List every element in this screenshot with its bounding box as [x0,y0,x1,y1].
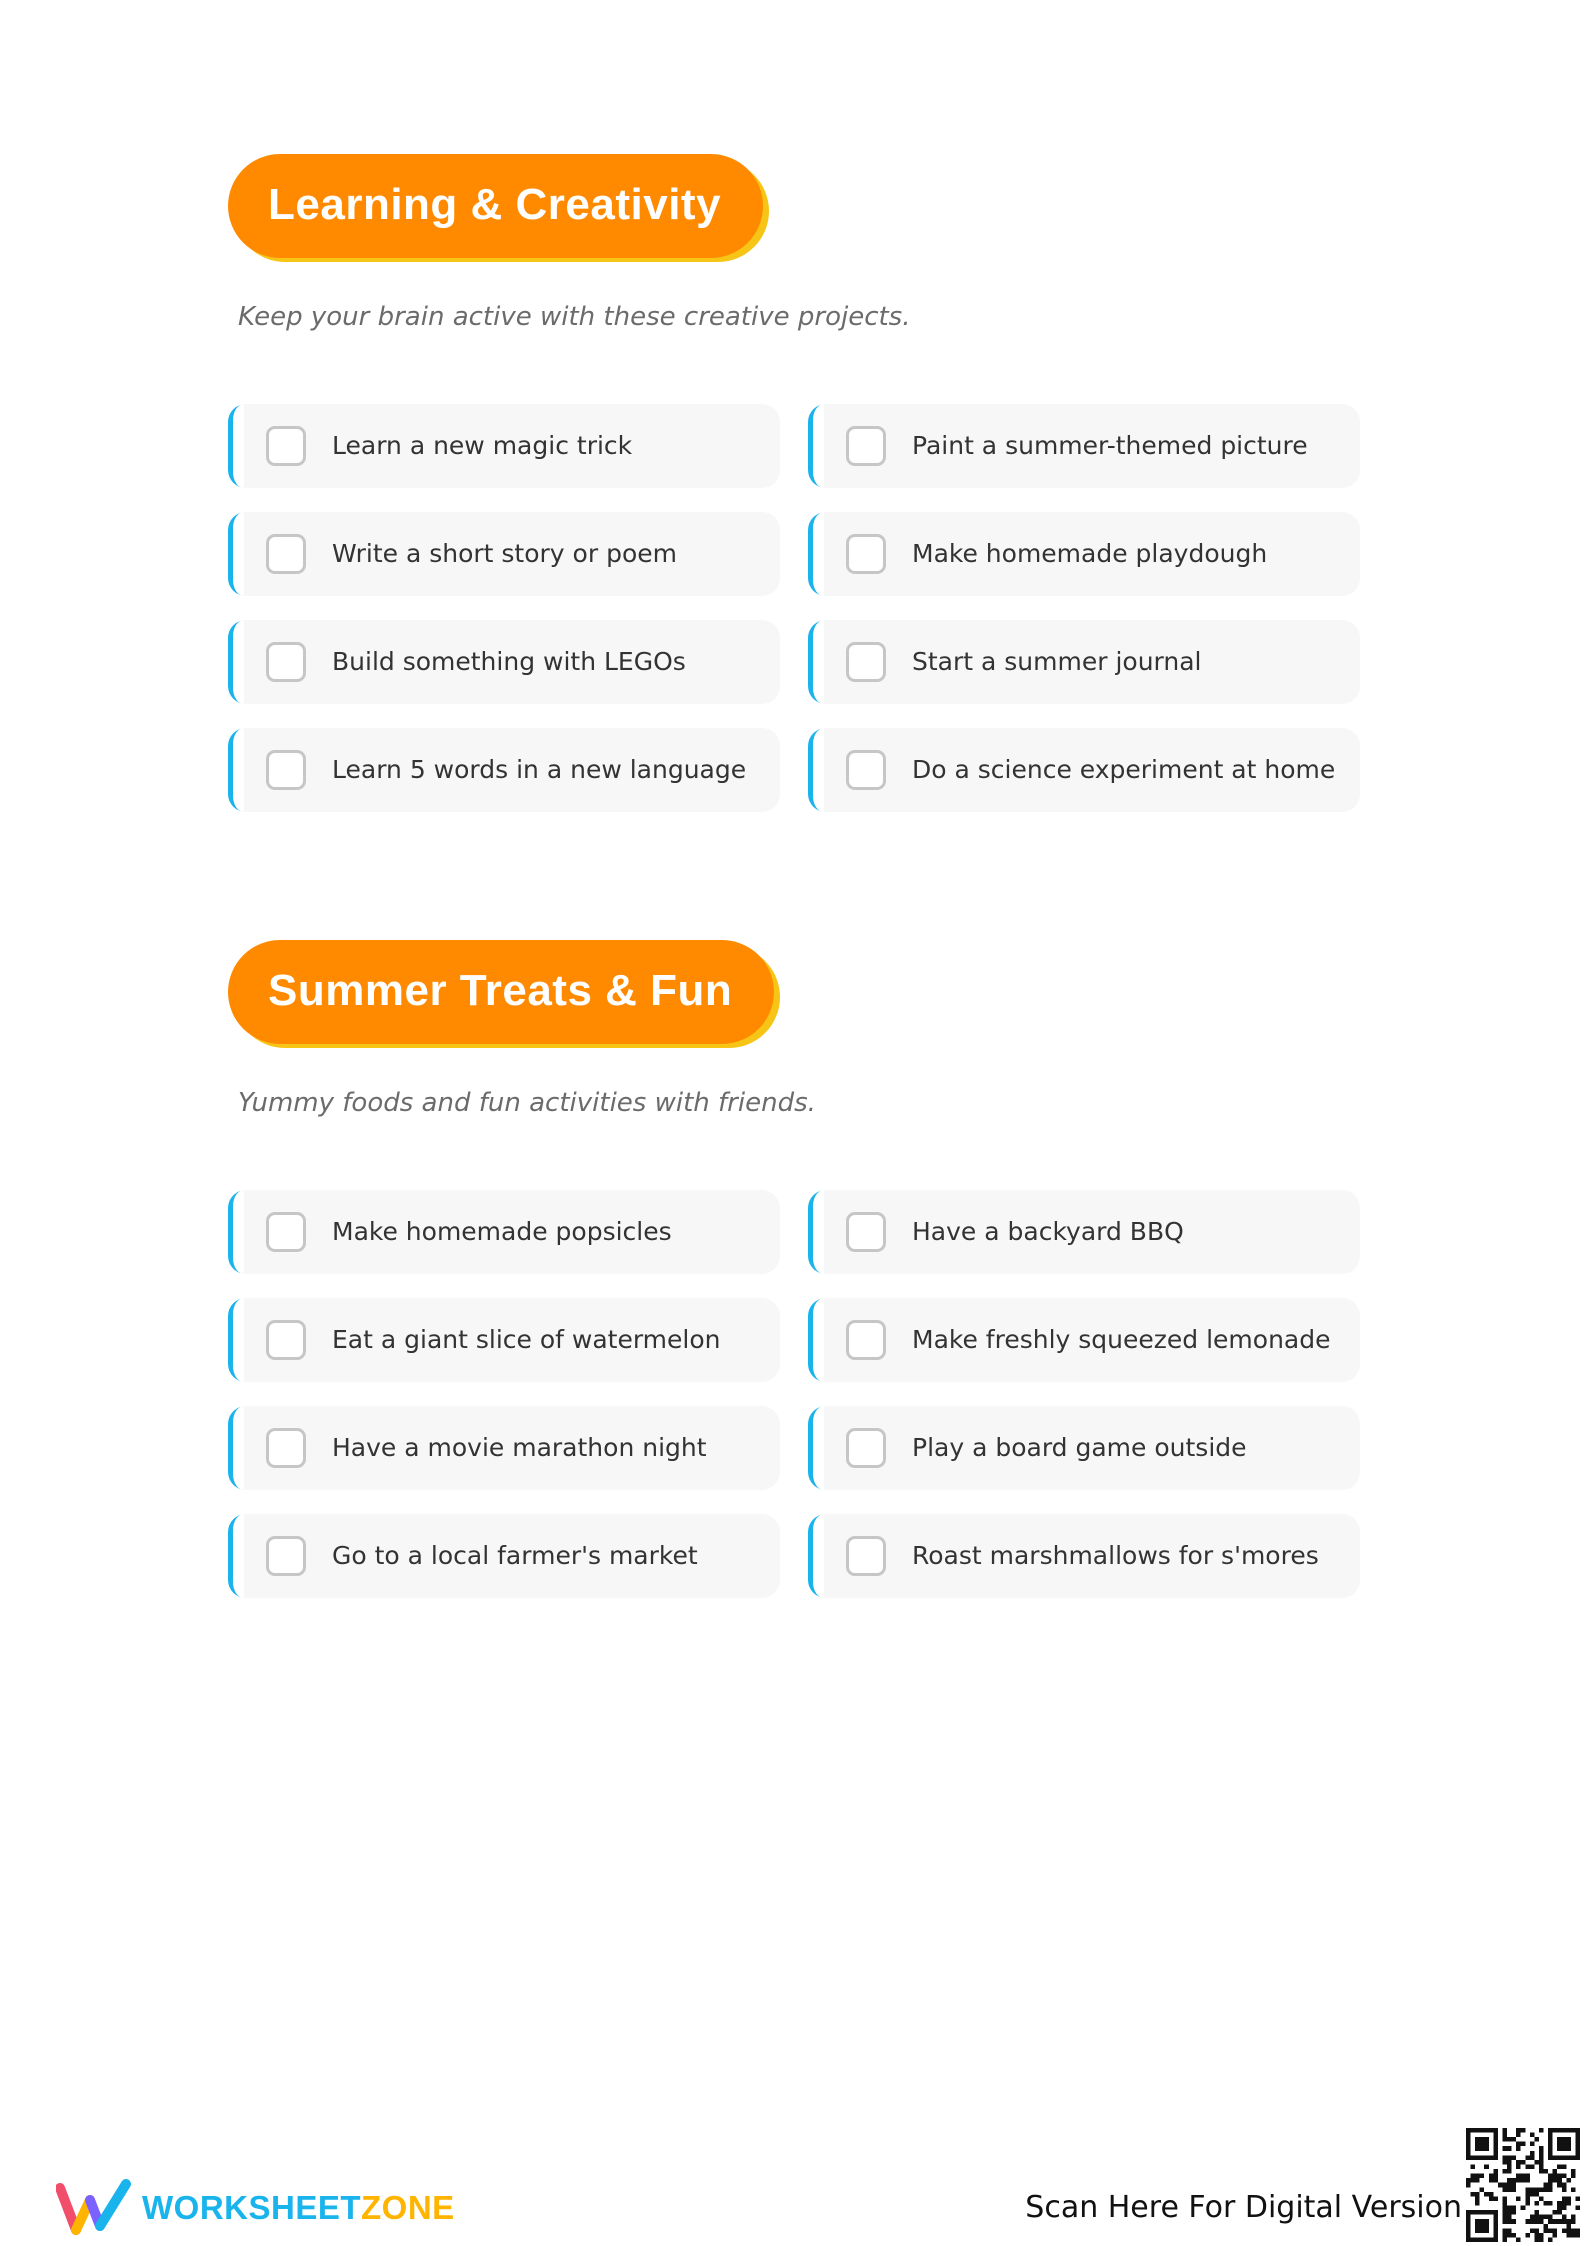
accent-bar [808,1514,824,1598]
checklist-item-label: Play a board game outside [912,1433,1247,1462]
section-subtitle: Keep your brain active with these creative projects. [238,302,911,332]
checkbox[interactable] [846,1428,886,1468]
section-title: Learning & Creativity [228,154,763,258]
accent-bar [228,728,244,812]
accent-bar [228,512,244,596]
accent-bar [228,620,244,704]
checkbox[interactable] [846,534,886,574]
checklist-grid [228,404,1360,812]
accent-bar [808,620,824,704]
qr-code-icon[interactable] [1466,2128,1580,2242]
section-title-pill [228,940,774,1044]
checklist-item[interactable] [228,1298,780,1382]
section-summer-treats-fun [228,940,1360,1598]
accent-bar [808,1406,824,1490]
checkbox[interactable] [266,426,306,466]
checkbox[interactable] [846,1320,886,1360]
checklist-item[interactable] [808,1298,1360,1382]
checkbox[interactable] [266,750,306,790]
accent-bar [228,404,244,488]
scan-instruction: Scan Here For Digital Version [1025,2190,1462,2225]
checklist-item[interactable] [228,728,780,812]
checklist-item[interactable] [228,404,780,488]
checkbox[interactable] [266,1320,306,1360]
checklist-item-label: Have a movie marathon night [332,1433,707,1462]
checklist-item-label: Roast marshmallows for s'mores [912,1541,1319,1570]
checkbox[interactable] [266,1536,306,1576]
checkbox[interactable] [266,1428,306,1468]
checklist-item-label: Write a short story or poem [332,539,677,568]
checkbox[interactable] [266,534,306,574]
checkbox[interactable] [266,642,306,682]
accent-bar [808,728,824,812]
logo-wordmark-part: WORKSHEET [142,2189,361,2226]
checklist-item-label: Paint a summer-themed picture [912,431,1308,460]
checklist-item-label: Make homemade playdough [912,539,1268,568]
checklist-item-label: Go to a local farmer's market [332,1541,698,1570]
checklist-item-label: Start a summer journal [912,647,1202,676]
checklist-item[interactable] [808,404,1360,488]
checklist-item-label: Build something with LEGOs [332,647,686,676]
accent-bar [228,1190,244,1274]
section-learning-creativity [228,154,1360,812]
accent-bar [808,1190,824,1274]
checklist-item-label: Learn 5 words in a new language [332,755,747,784]
section-title: Summer Treats & Fun [228,940,774,1044]
checklist-item-label: Eat a giant slice of watermelon [332,1325,721,1354]
checklist-item-label: Make freshly squeezed lemonade [912,1325,1331,1354]
worksheetzone-logo[interactable] [56,2178,455,2238]
accent-bar [228,1514,244,1598]
worksheetzone-w-icon [56,2178,132,2238]
accent-bar [808,1298,824,1382]
checklist-item-label: Learn a new magic trick [332,431,633,460]
section-title-pill [228,154,763,258]
checkbox[interactable] [846,1536,886,1576]
checklist-item[interactable] [808,1190,1360,1274]
accent-bar [228,1298,244,1382]
checklist-item-label: Make homemade popsicles [332,1217,672,1246]
checklist-item-label: Have a backyard BBQ [912,1217,1184,1246]
logo-wordmark [142,2189,455,2227]
accent-bar [808,404,824,488]
section-subtitle: Yummy foods and fun activities with friends. [238,1088,816,1118]
checklist-grid [228,1190,1360,1598]
checkbox[interactable] [846,426,886,466]
checklist-item[interactable] [228,1190,780,1274]
checklist-item[interactable] [228,1406,780,1490]
checklist-item[interactable] [228,1514,780,1598]
checklist-item[interactable] [808,512,1360,596]
accent-bar [808,512,824,596]
checklist-item[interactable] [808,1514,1360,1598]
checklist-item[interactable] [808,1406,1360,1490]
checklist-item[interactable] [808,620,1360,704]
checkbox[interactable] [846,1212,886,1252]
checkbox[interactable] [846,750,886,790]
checklist-item[interactable] [808,728,1360,812]
checklist-item[interactable] [228,512,780,596]
accent-bar [228,1406,244,1490]
checkbox[interactable] [846,642,886,682]
checklist-item-label: Do a science experiment at home [912,755,1336,784]
checklist-item[interactable] [228,620,780,704]
logo-wordmark-part: ZONE [361,2189,455,2226]
checkbox[interactable] [266,1212,306,1252]
